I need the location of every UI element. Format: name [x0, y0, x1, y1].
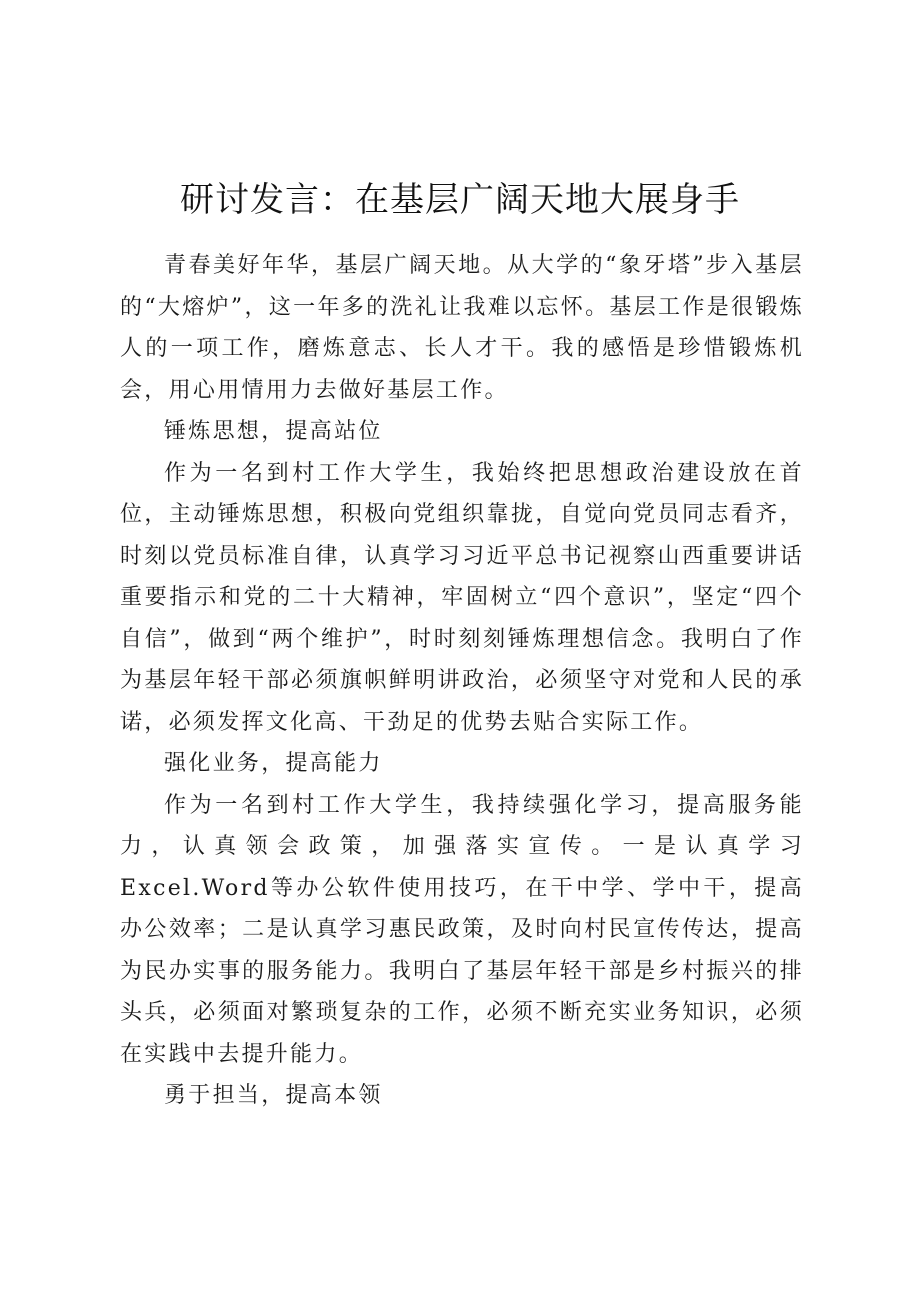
- business-paragraph: 作为一名到村工作大学生，我持续强化学习，提高服务能力，认真领会政策，加强落实宣传。一是认真学习Excel.Word等办公软件使用技巧，在干中学、学中干，提高办公效率；二是认真学习惠民政策，及时向村民宣传传达，提高为民办实事的服务能力。我明白了基层年轻干部是乡村振兴的排头兵，必须面对繁琐复杂的工作，必须不断充实业务知识，必须在实践中去提升能力。: [120, 792, 804, 1067]
- thought-paragraph: 作为一名到村工作大学生，我始终把思想政治建设放在首位，主动锤炼思想，积极向党组织靠拢，自觉向党员同志看齐，时刻以党员标准自律，认真学习习近平总书记视察山西重要讲话重要指示和党的二十大精神，牢固树立“四个意识”，坚定“四个自信”，做到“两个维护”，时时刻刻锤炼理想信念。我明白了作为基层年轻干部必须旗帜鲜明讲政治，必须坚守对党和人民的承诺，必须发挥文化高、干劲足的优势去贴合实际工作。: [120, 460, 804, 735]
- section-heading-business: 强化业务，提高能力: [164, 751, 383, 776]
- section-heading-responsibility: 勇于担当，提高本领: [164, 1083, 383, 1108]
- document-body: [120, 245, 804, 1117]
- section-heading-thought: 锤炼思想，提高站位: [164, 419, 383, 444]
- document-title: 研讨发言：在基层广阔天地大展身手: [180, 180, 740, 220]
- intro-paragraph: 青春美好年华，基层广阔天地。从大学的“象牙塔”步入基层的“大熔炉”，这一年多的洗礼让我难以忘怀。基层工作是很锻炼人的一项工作，磨炼意志、长人才干。我的感悟是珍惜锻炼机会，用心用情用力去做好基层工作。: [120, 253, 804, 403]
